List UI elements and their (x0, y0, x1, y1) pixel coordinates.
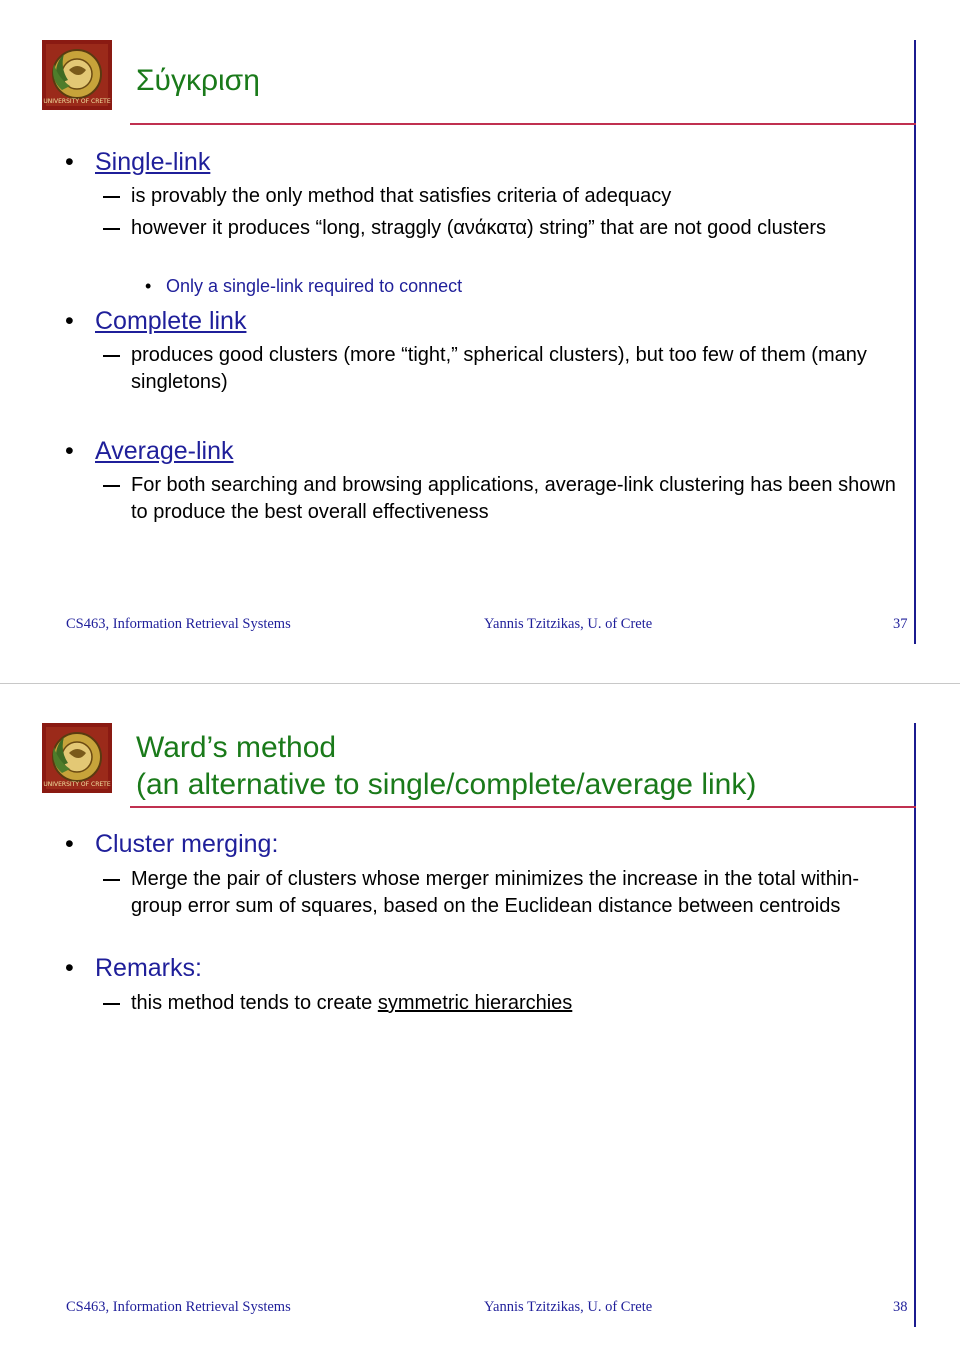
sub-item: is provably the only method that satisfies criteria of adequacy (131, 183, 901, 210)
university-logo-icon (42, 40, 112, 110)
dash-icon (103, 1003, 120, 1005)
bullet-dot-icon: • (145, 276, 152, 296)
dash-icon (103, 355, 120, 357)
footer-page-number: 37 (893, 616, 908, 632)
right-border-line (914, 40, 916, 644)
sub-sub-item: • Only a single-link required to connect (145, 276, 463, 296)
right-border-line (914, 723, 916, 1327)
dash-icon (103, 228, 120, 230)
bullet-dot-icon: • (65, 148, 74, 176)
svg-text:UNIVERSITY OF CRETE: UNIVERSITY OF CRETE (43, 781, 111, 788)
dash-icon (103, 879, 120, 881)
sub-item: Merge the pair of clusters whose merger minimizes the increase in the total within-group error sum of squares, based on the Euclidean distance between centroids (131, 866, 901, 920)
bullet-dot-icon: • (65, 830, 74, 858)
bullet-dot-icon: • (65, 954, 74, 982)
university-logo-icon (42, 723, 112, 793)
symmetric-hierarchies-text: symmetric hierarchies (377, 992, 573, 1014)
slide-title: Ward’s method (136, 731, 337, 764)
title-underline (130, 123, 916, 125)
bullet-complete-link: • Complete link (65, 307, 247, 335)
footer-course: CS463, Information Retrieval Systems (66, 616, 291, 632)
slide-38 (0, 683, 960, 1367)
footer-author: Yannis Tzitzikas, U. of Crete (484, 1299, 653, 1315)
svg-text:UNIVERSITY OF CRETE: UNIVERSITY OF CRETE (43, 98, 111, 105)
title-underline (130, 806, 916, 808)
footer-course: CS463, Information Retrieval Systems (66, 1299, 291, 1315)
sub-item: produces good clusters (more “tight,” spherical clusters), but too few of them (many singletons) (131, 342, 901, 396)
bullet-remarks: • Remarks: (65, 954, 202, 982)
slide-subtitle: (an alternative to single/complete/average link) (136, 768, 757, 801)
footer-author: Yannis Tzitzikas, U. of Crete (484, 616, 653, 632)
slide-title: Σύγκριση (136, 64, 260, 97)
dash-icon (103, 196, 120, 198)
sub-item: this method tends to create symmetric hierarchies (131, 990, 901, 1017)
sub-item: For both searching and browsing applications, average-link clustering has been shown to produce the best overall effectiveness (131, 472, 901, 526)
bullet-single-link: • Single-link (65, 148, 211, 176)
bullet-dot-icon: • (65, 307, 74, 335)
dash-icon (103, 485, 120, 487)
bullet-average-link: • Average-link (65, 437, 234, 465)
sub-item: however it produces “long, straggly (ανάκατα) string” that are not good clusters (131, 215, 901, 242)
footer-page-number: 38 (893, 1299, 908, 1315)
bullet-dot-icon: • (65, 437, 74, 465)
slide-37 (0, 0, 960, 683)
bullet-cluster-merging: • Cluster merging: (65, 830, 279, 858)
